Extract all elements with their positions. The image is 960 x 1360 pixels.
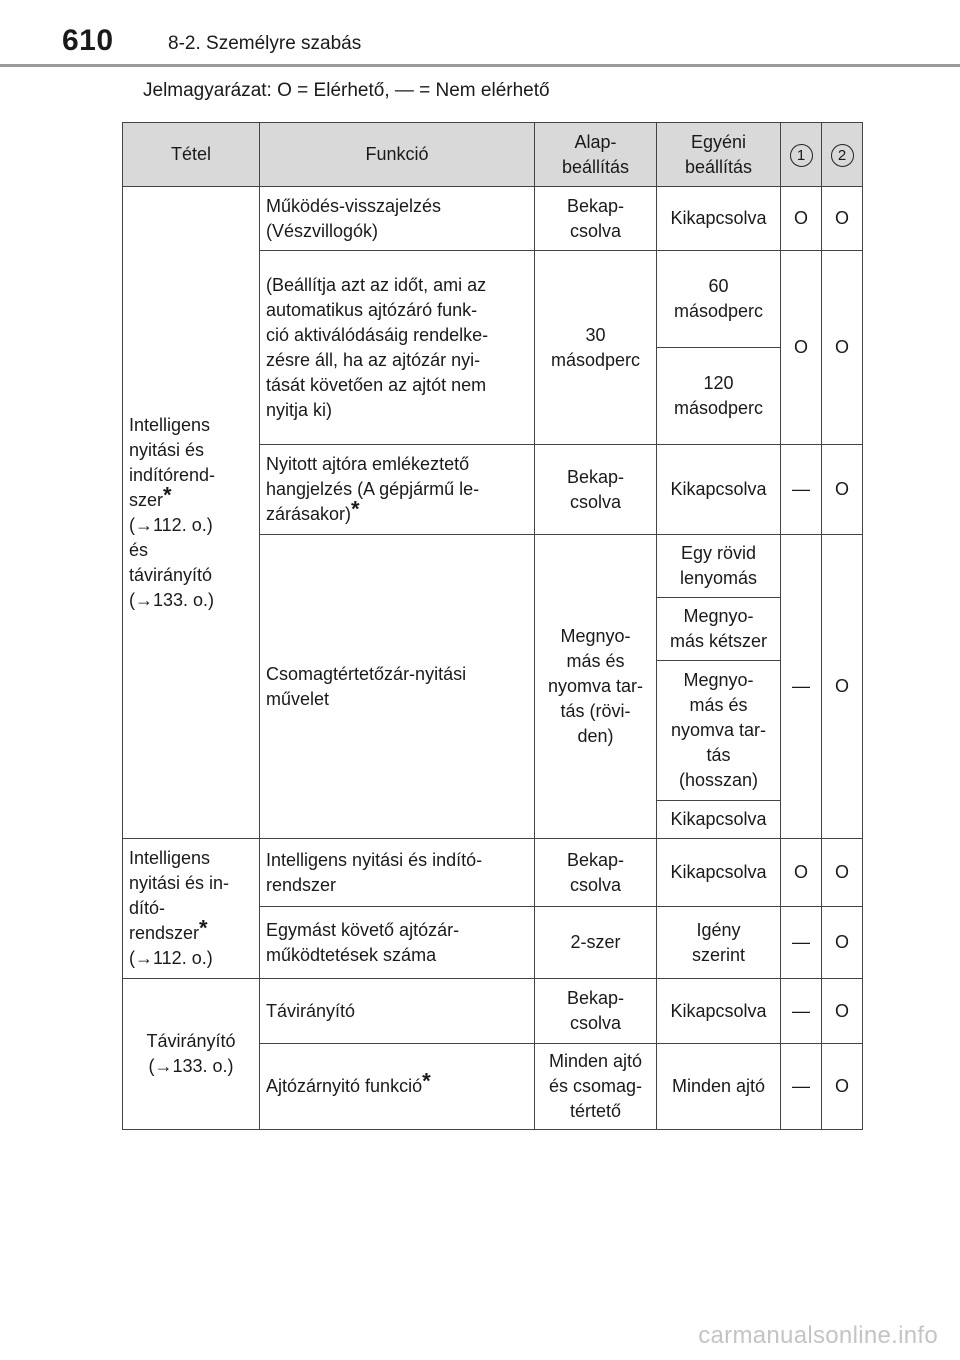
default-cell: Bekap- csolva (535, 839, 657, 907)
header-custom: Egyéni beállítás (657, 123, 781, 187)
custom-cell: 60 másodperc (657, 251, 781, 348)
function-cell: Távirányító (260, 979, 535, 1044)
col1-cell: O (781, 839, 822, 907)
header-item: Tétel (123, 123, 260, 187)
col2-cell: O (822, 979, 863, 1044)
function-cell: Működés-visszajelzés (Vészvillogók) (260, 187, 535, 251)
function-cell (260, 1044, 535, 1130)
function-text: Ajtózárnyitó funkció (266, 1076, 423, 1096)
col2-cell: O (822, 535, 863, 839)
item-label: Intelligens nyitási és in- dító- rendszer (129, 848, 230, 943)
col1-cell: O (781, 251, 822, 445)
default-cell: Bekap- csolva (535, 187, 657, 251)
default-cell: Minden ajtó és csomag- tértető (535, 1044, 657, 1130)
function-cell: (Beállítja azt az időt, ami az automatikus ajtózáró funk- ció aktiválódásáig rendelke- zésre áll, ha az ajtózár nyi- tását követően az ajtót nem nyitja ki) (260, 251, 535, 445)
default-cell: 2-szer (535, 907, 657, 979)
custom-cell: Megnyo- más és nyomva tar- tás (hosszan) (657, 661, 781, 801)
footnote-star: * (422, 1068, 431, 1094)
page-number: 610 (62, 24, 114, 57)
settings-table (122, 122, 863, 1130)
header-default: Alap- beállítás (535, 123, 657, 187)
default-cell: 30 másodperc (535, 251, 657, 445)
item-cell-intelligent-entry (123, 839, 260, 979)
section-title: 8-2. Személyre szabás (168, 33, 362, 54)
custom-cell: Kikapcsolva (657, 979, 781, 1044)
header-col2 (822, 123, 863, 187)
function-cell: Csomagtértetőzár-nyitási művelet (260, 535, 535, 839)
function-cell: Intelligens nyitási és indító- rendszer (260, 839, 535, 907)
footnote-star: * (199, 915, 208, 941)
item-cell-remote: Távirányító (→133. o.) (123, 979, 260, 1130)
table-header-row (123, 123, 863, 187)
custom-cell: Megnyo- más kétszer (657, 598, 781, 661)
header-col1 (781, 123, 822, 187)
default-cell: Bekap- csolva (535, 979, 657, 1044)
custom-cell: Kikapcsolva (657, 187, 781, 251)
col2-cell: O (822, 839, 863, 907)
col2-cell: O (822, 251, 863, 445)
circled-number-2: 2 (831, 144, 854, 167)
custom-cell: Egy rövid lenyomás (657, 535, 781, 598)
col1-cell: — (781, 535, 822, 839)
col1-cell: — (781, 979, 822, 1044)
footnote-star: * (351, 496, 360, 522)
header-rule (0, 64, 960, 67)
item-label: Intelligens nyitási és indítórend- szer (129, 414, 216, 510)
col1-cell: — (781, 1044, 822, 1130)
circled-number-1: 1 (790, 144, 813, 167)
col1-cell: — (781, 907, 822, 979)
custom-cell: Minden ajtó (657, 1044, 781, 1130)
function-cell: Egymást követő ajtózár- működtetések száma (260, 907, 535, 979)
custom-cell: Kikapcsolva (657, 445, 781, 535)
default-cell: Megnyo- más és nyomva tar- tás (rövi- den) (535, 535, 657, 839)
footnote-star: * (163, 482, 172, 508)
custom-cell: Kikapcsolva (657, 801, 781, 839)
custom-cell: Kikapcsolva (657, 839, 781, 907)
col1-cell: — (781, 445, 822, 535)
function-cell (260, 445, 535, 535)
col2-cell: O (822, 187, 863, 251)
legend: Jelmagyarázat: O = Elérhető, — = Nem elérhető (143, 80, 550, 101)
col2-cell: O (822, 1044, 863, 1130)
custom-cell: 120 másodperc (657, 348, 781, 445)
header-function: Funkció (260, 123, 535, 187)
item-page-ref: (→112. o.) (129, 948, 213, 968)
table-row (123, 187, 863, 251)
col1-cell: O (781, 187, 822, 251)
col2-cell: O (822, 445, 863, 535)
item-cell-intelligent-entry-remote (123, 187, 260, 839)
item-page-ref: (→112. o.) és távirányító (→133. o.) (129, 514, 215, 610)
custom-cell: Igény szerint (657, 907, 781, 979)
watermark: carmanualsonline.info (698, 1322, 938, 1349)
table-row (123, 839, 863, 907)
col2-cell: O (822, 907, 863, 979)
table-row (123, 979, 863, 1044)
default-cell: Bekap- csolva (535, 445, 657, 535)
function-text: Nyitott ajtóra emlékeztető hangjelzés (A gépjármű le- zárásakor) (266, 454, 480, 524)
